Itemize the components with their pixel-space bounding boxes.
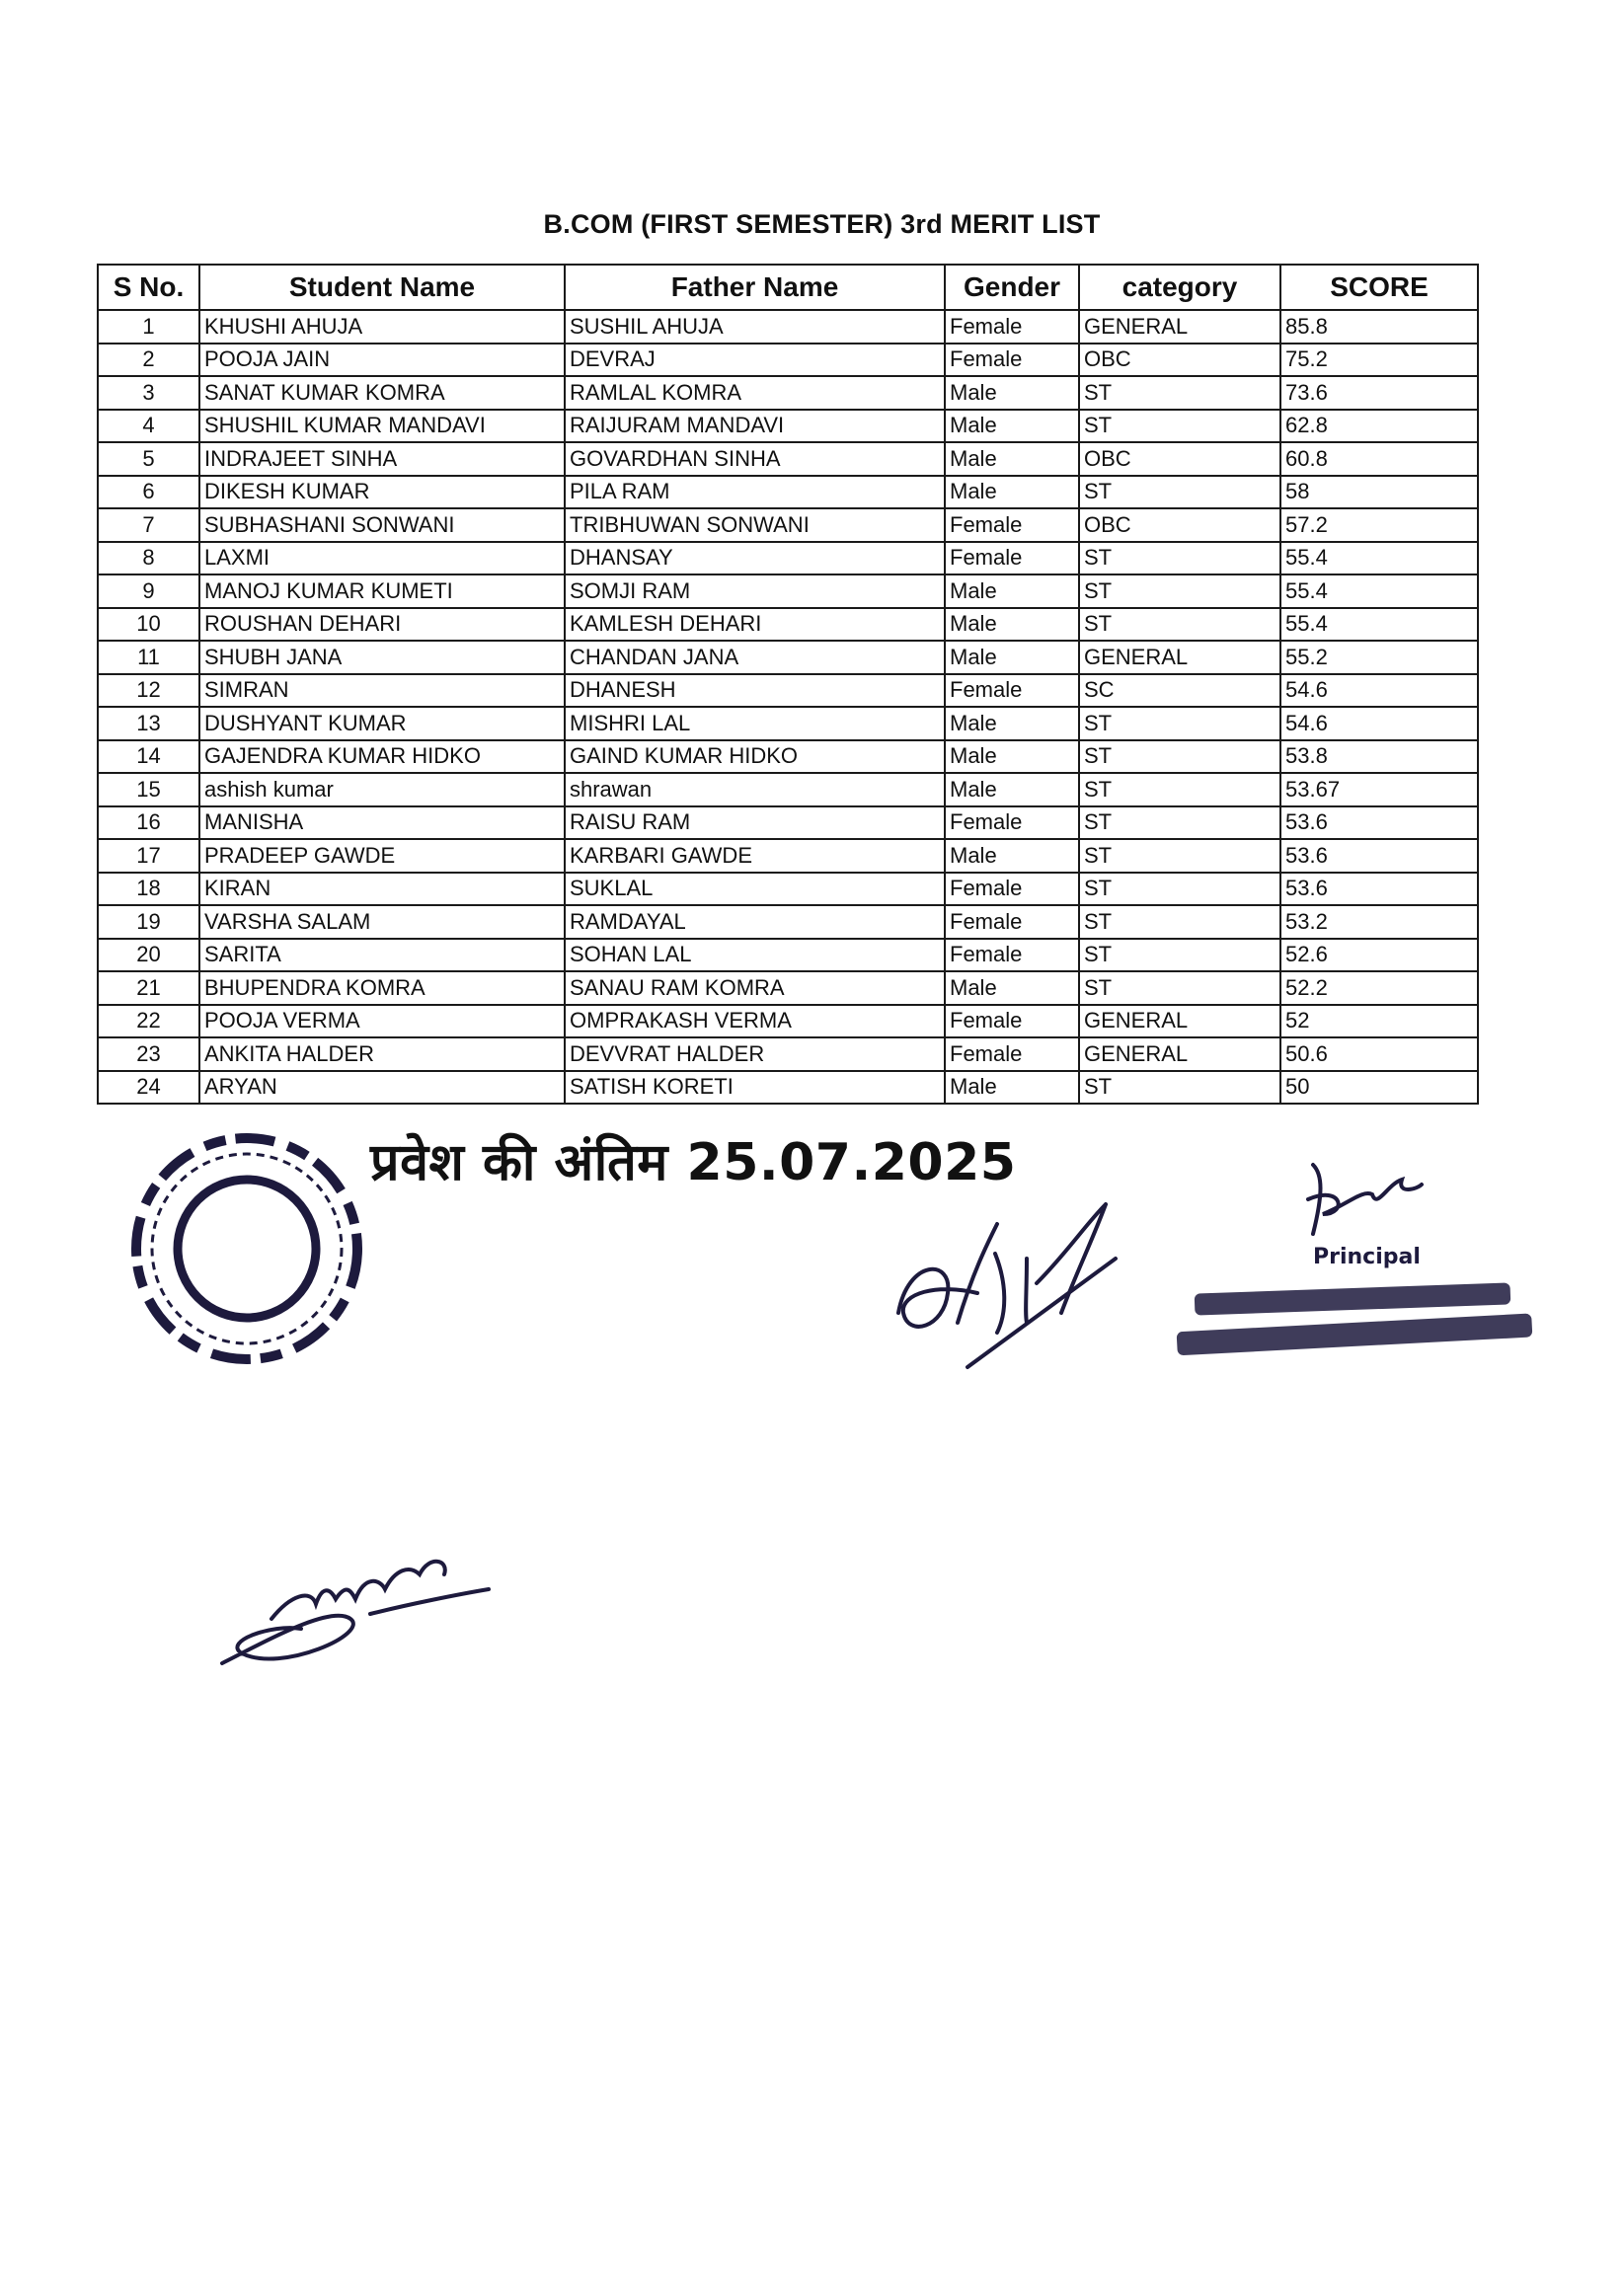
cell-sno: 7 xyxy=(98,508,199,542)
cell-father-name: shrawan xyxy=(565,773,945,806)
cell-category: ST xyxy=(1079,905,1280,939)
cell-sno: 22 xyxy=(98,1005,199,1038)
cell-sno: 16 xyxy=(98,806,199,840)
cell-category: SC xyxy=(1079,674,1280,708)
principal-label: Principal xyxy=(1313,1245,1421,1269)
cell-score: 55.2 xyxy=(1280,641,1478,674)
cell-category: ST xyxy=(1079,971,1280,1005)
cell-sno: 6 xyxy=(98,476,199,509)
cell-score: 58 xyxy=(1280,476,1478,509)
cell-sno: 12 xyxy=(98,674,199,708)
table-row xyxy=(98,410,1478,443)
cell-father-name: DEVVRAT HALDER xyxy=(565,1037,945,1071)
cell-father-name: OMPRAKASH VERMA xyxy=(565,1005,945,1038)
cell-category: GENERAL xyxy=(1079,1005,1280,1038)
cell-father-name: DHANESH xyxy=(565,674,945,708)
table-row xyxy=(98,376,1478,410)
admission-last-date-notice: प्रवेश की अंतिम 25.07.2025 xyxy=(370,1133,1017,1192)
signature-middle xyxy=(879,1165,1135,1382)
cell-sno: 13 xyxy=(98,707,199,740)
cell-gender: Male xyxy=(945,442,1079,476)
cell-category: ST xyxy=(1079,1071,1280,1105)
cell-sno: 1 xyxy=(98,310,199,344)
cell-father-name: MISHRI LAL xyxy=(565,707,945,740)
cell-student-name: POOJA JAIN xyxy=(199,344,565,377)
cell-category: ST xyxy=(1079,740,1280,774)
table-row xyxy=(98,773,1478,806)
cell-student-name: ARYAN xyxy=(199,1071,565,1105)
cell-gender: Female xyxy=(945,674,1079,708)
header-category: category xyxy=(1079,265,1280,310)
cell-gender: Male xyxy=(945,1071,1079,1105)
cell-gender: Male xyxy=(945,971,1079,1005)
table-row xyxy=(98,674,1478,708)
cell-student-name: VARSHA SALAM xyxy=(199,905,565,939)
cell-student-name: DIKESH KUMAR xyxy=(199,476,565,509)
cell-score: 60.8 xyxy=(1280,442,1478,476)
table-row xyxy=(98,344,1478,377)
cell-score: 52 xyxy=(1280,1005,1478,1038)
table-row xyxy=(98,310,1478,344)
table-row xyxy=(98,574,1478,608)
cell-score: 53.67 xyxy=(1280,773,1478,806)
cell-father-name: SATISH KORETI xyxy=(565,1071,945,1105)
table-row xyxy=(98,839,1478,873)
cell-category: OBC xyxy=(1079,508,1280,542)
principal-signature-seal xyxy=(1175,1155,1540,1372)
cell-sno: 14 xyxy=(98,740,199,774)
cell-category: ST xyxy=(1079,542,1280,575)
table-row xyxy=(98,1071,1478,1105)
cell-gender: Female xyxy=(945,905,1079,939)
signature-lower xyxy=(212,1535,499,1683)
cell-student-name: SHUBH JANA xyxy=(199,641,565,674)
cell-gender: Male xyxy=(945,773,1079,806)
cell-score: 50.6 xyxy=(1280,1037,1478,1071)
table-row xyxy=(98,608,1478,642)
table-body xyxy=(98,310,1478,1104)
cell-score: 52.6 xyxy=(1280,939,1478,972)
cell-student-name: KHUSHI AHUJA xyxy=(199,310,565,344)
cell-score: 54.6 xyxy=(1280,707,1478,740)
table-row xyxy=(98,1037,1478,1071)
cell-sno: 18 xyxy=(98,873,199,906)
cell-category: ST xyxy=(1079,939,1280,972)
cell-father-name: GAIND KUMAR HIDKO xyxy=(565,740,945,774)
header-father-name: Father Name xyxy=(565,265,945,310)
cell-sno: 17 xyxy=(98,839,199,873)
cell-score: 53.6 xyxy=(1280,806,1478,840)
cell-score: 53.6 xyxy=(1280,873,1478,906)
header-score: SCORE xyxy=(1280,265,1478,310)
cell-student-name: DUSHYANT KUMAR xyxy=(199,707,565,740)
cell-father-name: SUSHIL AHUJA xyxy=(565,310,945,344)
cell-category: GENERAL xyxy=(1079,310,1280,344)
cell-father-name: RAISU RAM xyxy=(565,806,945,840)
cell-category: ST xyxy=(1079,839,1280,873)
cell-father-name: SUKLAL xyxy=(565,873,945,906)
cell-score: 85.8 xyxy=(1280,310,1478,344)
cell-score: 54.6 xyxy=(1280,674,1478,708)
cell-category: ST xyxy=(1079,574,1280,608)
cell-score: 57.2 xyxy=(1280,508,1478,542)
cell-student-name: SIMRAN xyxy=(199,674,565,708)
cell-gender: Female xyxy=(945,1037,1079,1071)
table-row xyxy=(98,476,1478,509)
cell-student-name: KIRAN xyxy=(199,873,565,906)
merit-list-table xyxy=(97,264,1479,1105)
table-row xyxy=(98,542,1478,575)
cell-father-name: PILA RAM xyxy=(565,476,945,509)
cell-gender: Male xyxy=(945,740,1079,774)
cell-sno: 21 xyxy=(98,971,199,1005)
table-header-row xyxy=(98,265,1478,310)
header-student-name: Student Name xyxy=(199,265,565,310)
cell-student-name: SARITA xyxy=(199,939,565,972)
cell-category: GENERAL xyxy=(1079,1037,1280,1071)
cell-student-name: ROUSHAN DEHARI xyxy=(199,608,565,642)
cell-score: 53.2 xyxy=(1280,905,1478,939)
cell-category: ST xyxy=(1079,806,1280,840)
table-row xyxy=(98,971,1478,1005)
cell-gender: Female xyxy=(945,1005,1079,1038)
cell-student-name: LAXMI xyxy=(199,542,565,575)
cell-gender: Female xyxy=(945,806,1079,840)
cell-student-name: INDRAJEET SINHA xyxy=(199,442,565,476)
cell-father-name: GOVARDHAN SINHA xyxy=(565,442,945,476)
cell-gender: Male xyxy=(945,574,1079,608)
cell-category: ST xyxy=(1079,873,1280,906)
cell-student-name: POOJA VERMA xyxy=(199,1005,565,1038)
cell-score: 73.6 xyxy=(1280,376,1478,410)
cell-gender: Male xyxy=(945,376,1079,410)
table-row xyxy=(98,873,1478,906)
cell-father-name: CHANDAN JANA xyxy=(565,641,945,674)
cell-student-name: ANKITA HALDER xyxy=(199,1037,565,1071)
table-row xyxy=(98,442,1478,476)
cell-category: ST xyxy=(1079,410,1280,443)
cell-student-name: MANOJ KUMAR KUMETI xyxy=(199,574,565,608)
cell-student-name: SANAT KUMAR KOMRA xyxy=(199,376,565,410)
cell-student-name: GAJENDRA KUMAR HIDKO xyxy=(199,740,565,774)
cell-father-name: SANAU RAM KOMRA xyxy=(565,971,945,1005)
cell-student-name: ashish kumar xyxy=(199,773,565,806)
cell-gender: Female xyxy=(945,873,1079,906)
table-row xyxy=(98,508,1478,542)
cell-category: ST xyxy=(1079,476,1280,509)
cell-gender: Female xyxy=(945,939,1079,972)
cell-category: GENERAL xyxy=(1079,641,1280,674)
cell-father-name: SOMJI RAM xyxy=(565,574,945,608)
table-row xyxy=(98,905,1478,939)
cell-father-name: RAIJURAM MANDAVI xyxy=(565,410,945,443)
cell-sno: 2 xyxy=(98,344,199,377)
cell-sno: 19 xyxy=(98,905,199,939)
cell-gender: Male xyxy=(945,707,1079,740)
cell-sno: 5 xyxy=(98,442,199,476)
cell-score: 53.6 xyxy=(1280,839,1478,873)
cell-gender: Female xyxy=(945,344,1079,377)
cell-category: ST xyxy=(1079,608,1280,642)
cell-student-name: SHUSHIL KUMAR MANDAVI xyxy=(199,410,565,443)
cell-student-name: BHUPENDRA KOMRA xyxy=(199,971,565,1005)
table-row xyxy=(98,707,1478,740)
cell-father-name: RAMDAYAL xyxy=(565,905,945,939)
cell-score: 55.4 xyxy=(1280,574,1478,608)
cell-category: ST xyxy=(1079,376,1280,410)
cell-father-name: TRIBHUWAN SONWANI xyxy=(565,508,945,542)
cell-score: 55.4 xyxy=(1280,608,1478,642)
cell-sno: 8 xyxy=(98,542,199,575)
cell-student-name: PRADEEP GAWDE xyxy=(199,839,565,873)
cell-gender: Male xyxy=(945,641,1079,674)
cell-sno: 20 xyxy=(98,939,199,972)
cell-sno: 15 xyxy=(98,773,199,806)
table-row xyxy=(98,939,1478,972)
cell-category: OBC xyxy=(1079,344,1280,377)
cell-sno: 23 xyxy=(98,1037,199,1071)
cell-score: 53.8 xyxy=(1280,740,1478,774)
cell-category: ST xyxy=(1079,707,1280,740)
cell-gender: Female xyxy=(945,310,1079,344)
cell-gender: Male xyxy=(945,608,1079,642)
cell-sno: 9 xyxy=(98,574,199,608)
cell-gender: Male xyxy=(945,839,1079,873)
cell-student-name: MANISHA xyxy=(199,806,565,840)
cell-score: 50 xyxy=(1280,1071,1478,1105)
cell-father-name: RAMLAL KOMRA xyxy=(565,376,945,410)
merit-list-title: B.COM (FIRST SEMESTER) 3rd MERIT LIST xyxy=(543,209,1101,239)
cell-father-name: KARBARI GAWDE xyxy=(565,839,945,873)
cell-sno: 24 xyxy=(98,1071,199,1105)
table-row xyxy=(98,806,1478,840)
header-sno: S No. xyxy=(98,265,199,310)
cell-sno: 3 xyxy=(98,376,199,410)
cell-sno: 11 xyxy=(98,641,199,674)
table-row xyxy=(98,641,1478,674)
table-row xyxy=(98,740,1478,774)
cell-score: 52.2 xyxy=(1280,971,1478,1005)
cell-student-name: SUBHASHANI SONWANI xyxy=(199,508,565,542)
cell-father-name: SOHAN LAL xyxy=(565,939,945,972)
cell-father-name: KAMLESH DEHARI xyxy=(565,608,945,642)
cell-score: 75.2 xyxy=(1280,344,1478,377)
cell-gender: Female xyxy=(945,508,1079,542)
cell-father-name: DHANSAY xyxy=(565,542,945,575)
table-row xyxy=(98,1005,1478,1038)
office-stamp xyxy=(99,1125,395,1372)
header-gender: Gender xyxy=(945,265,1079,310)
cell-category: ST xyxy=(1079,773,1280,806)
cell-category: OBC xyxy=(1079,442,1280,476)
cell-sno: 10 xyxy=(98,608,199,642)
cell-score: 62.8 xyxy=(1280,410,1478,443)
cell-gender: Male xyxy=(945,410,1079,443)
cell-score: 55.4 xyxy=(1280,542,1478,575)
cell-gender: Male xyxy=(945,476,1079,509)
cell-gender: Female xyxy=(945,542,1079,575)
cell-father-name: DEVRAJ xyxy=(565,344,945,377)
cell-sno: 4 xyxy=(98,410,199,443)
